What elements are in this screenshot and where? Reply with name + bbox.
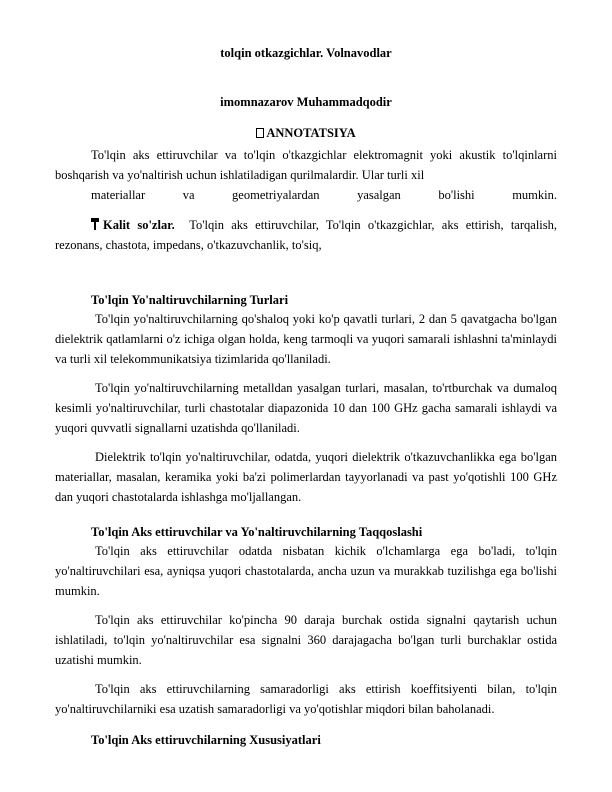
annotation-word: yasalgan bbox=[357, 188, 401, 202]
annotation-line1: To'lqin aks ettiruvchilar va to'lqin o'tkazgichlar elektromagnit yoki akustik to'lqinlarni boshqarish va yo'naltirish uchun ishlatiladigan qurilmalardir. Ular turli xil bbox=[55, 148, 557, 182]
section1-paragraph-1: To'lqin yo'naltiruvchilarning qo'shaloq yoki ko'p qavatli turlari, 2 dan 5 qavatgacha bo'lgan dielektrik qatlamlarni o'z ichiga olgan holda, keng tarmoqli va yuqori samarali ishlashni ta'minlaydi va turli xil telekommunikatsiya tizimlarida qo'llaniladi. bbox=[55, 312, 557, 366]
annotation-paragraph bbox=[55, 145, 557, 205]
annotation-word: materiallar bbox=[91, 188, 146, 202]
annotation-word: mumkin. bbox=[512, 188, 557, 202]
missing-glyph-icon bbox=[256, 128, 264, 138]
section2-paragraph-1: To'lqin aks ettiruvchilar odatda nisbatan kichik o'lchamlarga ega bo'ladi, to'lqin yo'naltiruvchilari esa, ayniqsa yuqori chastotalarda, ancha uzun va murakkab tuzilishga ega bo'lishi mumkin. bbox=[55, 544, 557, 598]
section2-paragraph-2: To'lqin aks ettiruvchilar ko'pincha 90 daraja burchak ostida signalni qaytarish uchun ishlatiladi, to'lqin yo'naltiruvchilar esa signalni 360 darajagacha bo'lgan turli burchaklar ostida uzatishi mumkin. bbox=[55, 613, 557, 667]
section2-heading: To'lqin Aks ettiruvchilar va Yo'naltiruvchilarning Taqqoslashi bbox=[91, 525, 423, 539]
keywords-label: Kalit so'zlar. bbox=[103, 218, 175, 232]
annotation-heading: ANNOTATSIYA bbox=[266, 126, 356, 140]
section3-heading: To'lqin Aks ettiruvchilarning Xususiyatlari bbox=[91, 733, 321, 747]
section1-heading: To'lqin Yo'naltiruvchilarning Turlari bbox=[91, 293, 289, 307]
section1-paragraph-3: Dielektrik to'lqin yo'naltiruvchilar, odatda, yuqori dielektrik o'tkazuvchanlikka ega bo'lgan materiallar, masalan, keramika yoki ba'zi polimerlardan tayyorlanadi va past yo'qotishli 100 GHz dan yuqori chastotalarda ishlashga mo'ljallangan. bbox=[55, 450, 557, 504]
keywords-paragraph bbox=[55, 215, 557, 255]
annotation-word: va bbox=[182, 188, 195, 202]
section2-paragraph-3: To'lqin aks ettiruvchilarning samaradorligi aks ettirish koeffitsiyenti bilan, to'lqin yo'naltiruvchilarniki esa uzatish samaradorligi va yo'qotishlar miqdori bilan baholanadi. bbox=[55, 682, 557, 716]
annotation-heading-row bbox=[0, 126, 612, 141]
section1-paragraph-2: To'lqin yo'naltiruvchilarning metalldan yasalgan turlari, masalan, to'rtburchak va dumaloq kesimli yo'naltiruvchilar, turli chastotalar diapazonida 10 dan 100 GHz gacha samarali ishlaydi va yuqori quvvatli signallarni uzatishda qo'llaniladi. bbox=[55, 381, 557, 435]
annotation-word: geometriyalardan bbox=[232, 188, 320, 202]
pin-icon bbox=[91, 218, 99, 230]
document-title: tolqin otkazgichlar. Volnavodlar bbox=[220, 46, 392, 60]
document-author: imomnazarov Muhammadqodir bbox=[220, 95, 392, 109]
annotation-line2 bbox=[55, 185, 557, 205]
annotation-word: bo'lishi bbox=[438, 188, 475, 202]
keywords-text: To'lqin aks ettiruvchilar, To'lqin o'tkazgichlar, aks ettirish, tarqalish, rezonans, chastota, impedans, o'tkazuvchanlik, to'siq, bbox=[55, 218, 558, 252]
